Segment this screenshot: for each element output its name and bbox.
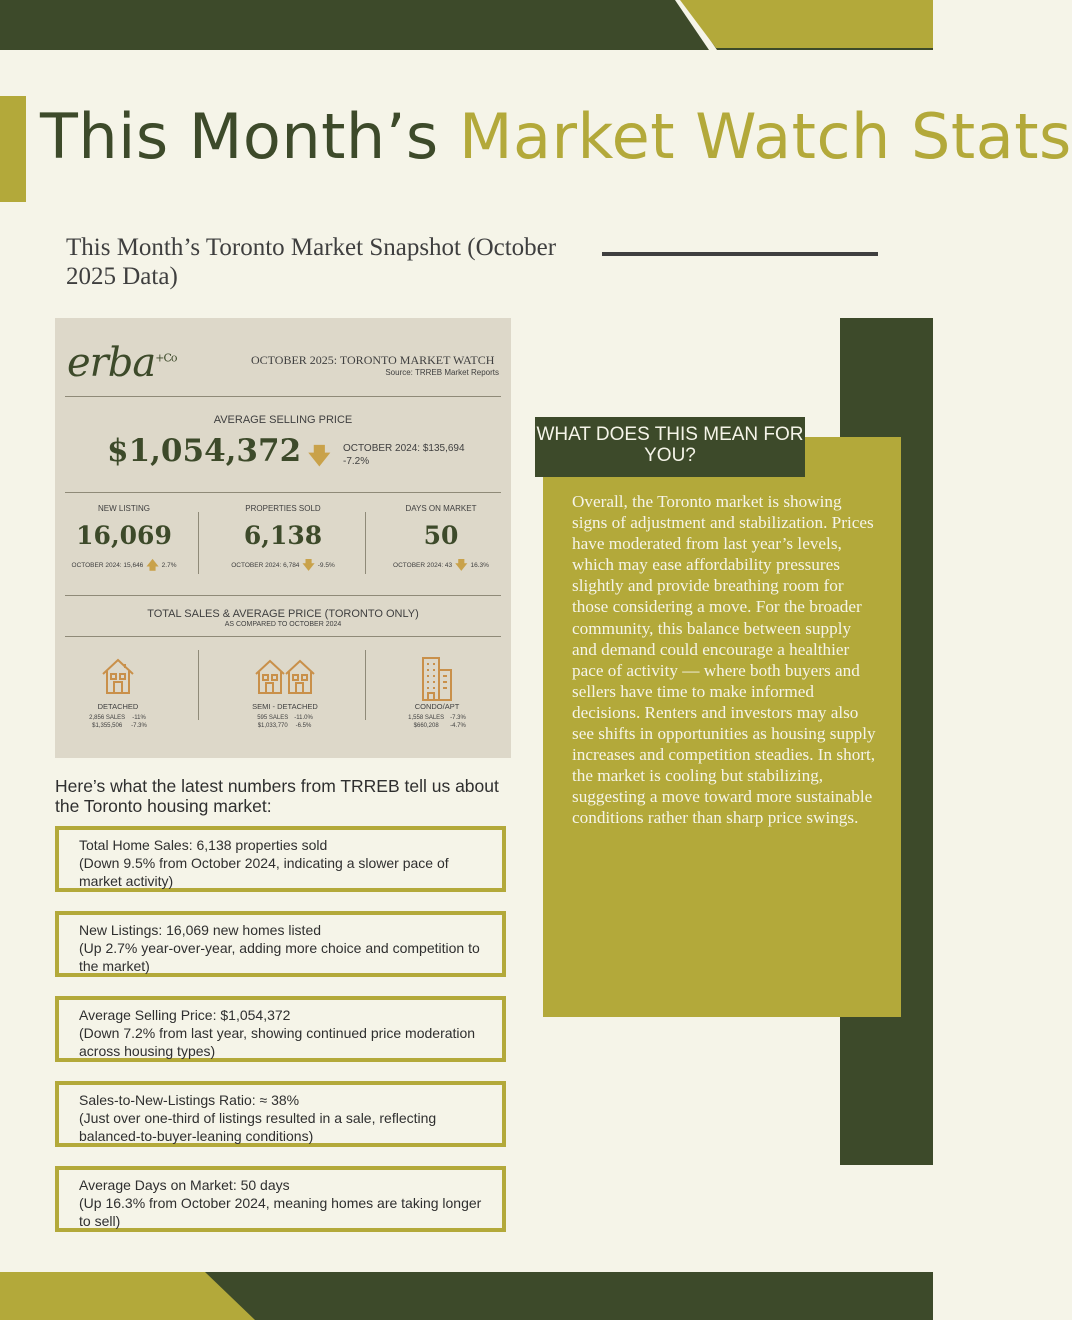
stat-value: 16,069 [76, 521, 172, 550]
box-title: Average Days on Market: 50 days [79, 1177, 290, 1193]
type-price-change: -6.5% [295, 723, 312, 729]
stat-label: NEW LISTING [97, 504, 150, 513]
market-watch-card [55, 318, 511, 758]
type-sales-change: -11.0% [294, 715, 313, 721]
page-subtitle: This Month’s Toronto Market Snapshot (October 2025 Data) [66, 234, 557, 290]
card-divider [65, 492, 501, 493]
stat-box-days-on-market [55, 1166, 506, 1232]
bottom-dark-band [205, 1272, 933, 1320]
type-separator [365, 650, 366, 720]
card-heading: OCTOBER 2025: TORONTO MARKET WATCH [251, 353, 495, 367]
arrow-down-icon: 🡇 [308, 443, 331, 468]
stat-box-total-sales [55, 826, 506, 892]
stat-box-new-listings [55, 911, 506, 977]
stat-label: PROPERTIES SOLD [245, 504, 321, 513]
stat-compare [208, 556, 358, 577]
type-detached [48, 656, 188, 730]
box-title: Sales-to-New-Listings Ratio: ≈ 38% [79, 1092, 300, 1108]
stat-properties-sold [208, 504, 358, 577]
page-title [40, 100, 1072, 173]
type-sales-change: -7.3% [450, 715, 466, 721]
semi-detached-icon [215, 656, 355, 698]
stat-change: 2.7% [161, 562, 177, 569]
card-divider [65, 636, 501, 637]
box-detail: (Down 9.5% from October 2024, indicating a slower pace of market activity) [79, 855, 449, 889]
box-detail: (Up 2.7% year-over-year, adding more choice and competition to the market) [79, 940, 480, 974]
box-detail: (Up 16.3% from October 2024, meaning homes are taking longer to sell) [79, 1195, 482, 1229]
card-source: Source: TRREB Market Reports [385, 368, 499, 377]
type-semi-detached [215, 656, 355, 730]
type-price: $1,033,770 [257, 723, 288, 729]
avg-price-change: -7.2% [343, 456, 370, 467]
type-price-change: -7.3% [131, 723, 147, 729]
top-gold-band [680, 0, 933, 48]
stat-box-avg-price [55, 996, 506, 1062]
arrow-down-icon: 🡇 [302, 558, 315, 572]
arrow-down-icon: 🡇 [455, 558, 468, 572]
avg-price-compare-text: OCTOBER 2024: $135,694 [343, 443, 465, 454]
stat-value: 6,138 [243, 521, 323, 550]
type-label: SEMI - DETACHED [252, 702, 318, 711]
stat-days-on-market [366, 504, 516, 577]
avg-price-compare [343, 442, 465, 468]
stat-label: DAYS ON MARKET [405, 504, 477, 513]
box-detail: (Just over one-third of listings resulted in a sale, reflecting balanced-to-buyer-leaning conditions) [79, 1110, 437, 1144]
meaning-title: WHAT DOES THIS MEAN FOR YOU? [535, 417, 805, 477]
type-sales: 1,558 SALES [408, 715, 445, 721]
box-title: Average Selling Price: $1,054,372 [79, 1007, 291, 1023]
stat-change: -9.5% [317, 562, 335, 569]
box-title: New Listings: 16,069 new homes listed [79, 922, 322, 938]
type-label: DETACHED [97, 702, 139, 711]
stat-value: 50 [423, 521, 459, 550]
box-detail: (Down 7.2% from last year, showing continued price moderation across housing types) [79, 1025, 476, 1059]
arrow-up-icon: 🡅 [146, 558, 159, 572]
type-price-change: -4.7% [450, 723, 466, 729]
totals-title: TOTAL SALES & AVERAGE PRICE (TORONTO ONLY) [147, 608, 419, 620]
erba-logo [67, 340, 177, 386]
card-divider [65, 595, 501, 596]
title-accent-bar [0, 96, 26, 202]
box-title: Total Home Sales: 6,138 properties sold [79, 837, 328, 853]
stat-compare [366, 556, 516, 577]
type-price: $1,355,506 [92, 723, 123, 729]
type-label: CONDO/APT [414, 702, 460, 711]
type-details [367, 714, 507, 730]
stat-compare-text: OCTOBER 2024: 15,646 [71, 562, 144, 569]
avg-price-label: AVERAGE SELLING PRICE [213, 414, 353, 426]
subtitle-divider [602, 252, 878, 256]
house-icon [48, 656, 188, 698]
type-details [48, 714, 188, 730]
page-title-part2: Market Watch Stats [458, 100, 1072, 173]
stat-separator [198, 512, 199, 574]
page-title-part1: This Month’s [40, 100, 439, 173]
meaning-body: Overall, the Toronto market is showing signs of adjustment and stabilization. Prices have moderated from last year’s levels, which may ease affordability pressures slightly and provide breathing room for those considering a move. For the broader community, this balance between supply and demand could encourage a healthier pace of activity — where both buyers and sellers have time to make informed decisions. Renters and investors may also see shifts in opportunities as housing supply increases and competition steadies. In short, the market is cooling but stabilizing, suggesting a move toward more sustainable conditions rather than sharp price swings. [572, 492, 876, 828]
logo-text: erba [67, 340, 156, 386]
stat-compare-text: OCTOBER 2024: 6,784 [231, 562, 300, 569]
stat-new-listing [49, 504, 199, 577]
logo-suffix: +Co [155, 351, 177, 365]
stat-compare [49, 556, 199, 577]
intro-text: Here’s what the latest numbers from TRREB tell us about the Toronto housing market: [55, 776, 499, 816]
type-price: $660,208 [413, 723, 439, 729]
type-details [215, 714, 355, 730]
type-sales-change: -11% [132, 715, 146, 721]
type-sales: 595 SALES [257, 715, 289, 721]
avg-price-value: $1,054,372 [107, 433, 302, 469]
totals-subtitle: AS COMPARED TO OCTOBER 2024 [224, 621, 342, 628]
stat-change: 16.3% [470, 562, 489, 569]
type-sales: 2,856 SALES [89, 715, 126, 721]
type-separator [198, 650, 199, 720]
stat-compare-text: OCTOBER 2024: 43 [393, 562, 453, 569]
stat-box-snlr [55, 1081, 506, 1147]
type-condo-apt [367, 656, 507, 730]
condo-building-icon [367, 656, 507, 698]
card-divider [65, 396, 501, 397]
